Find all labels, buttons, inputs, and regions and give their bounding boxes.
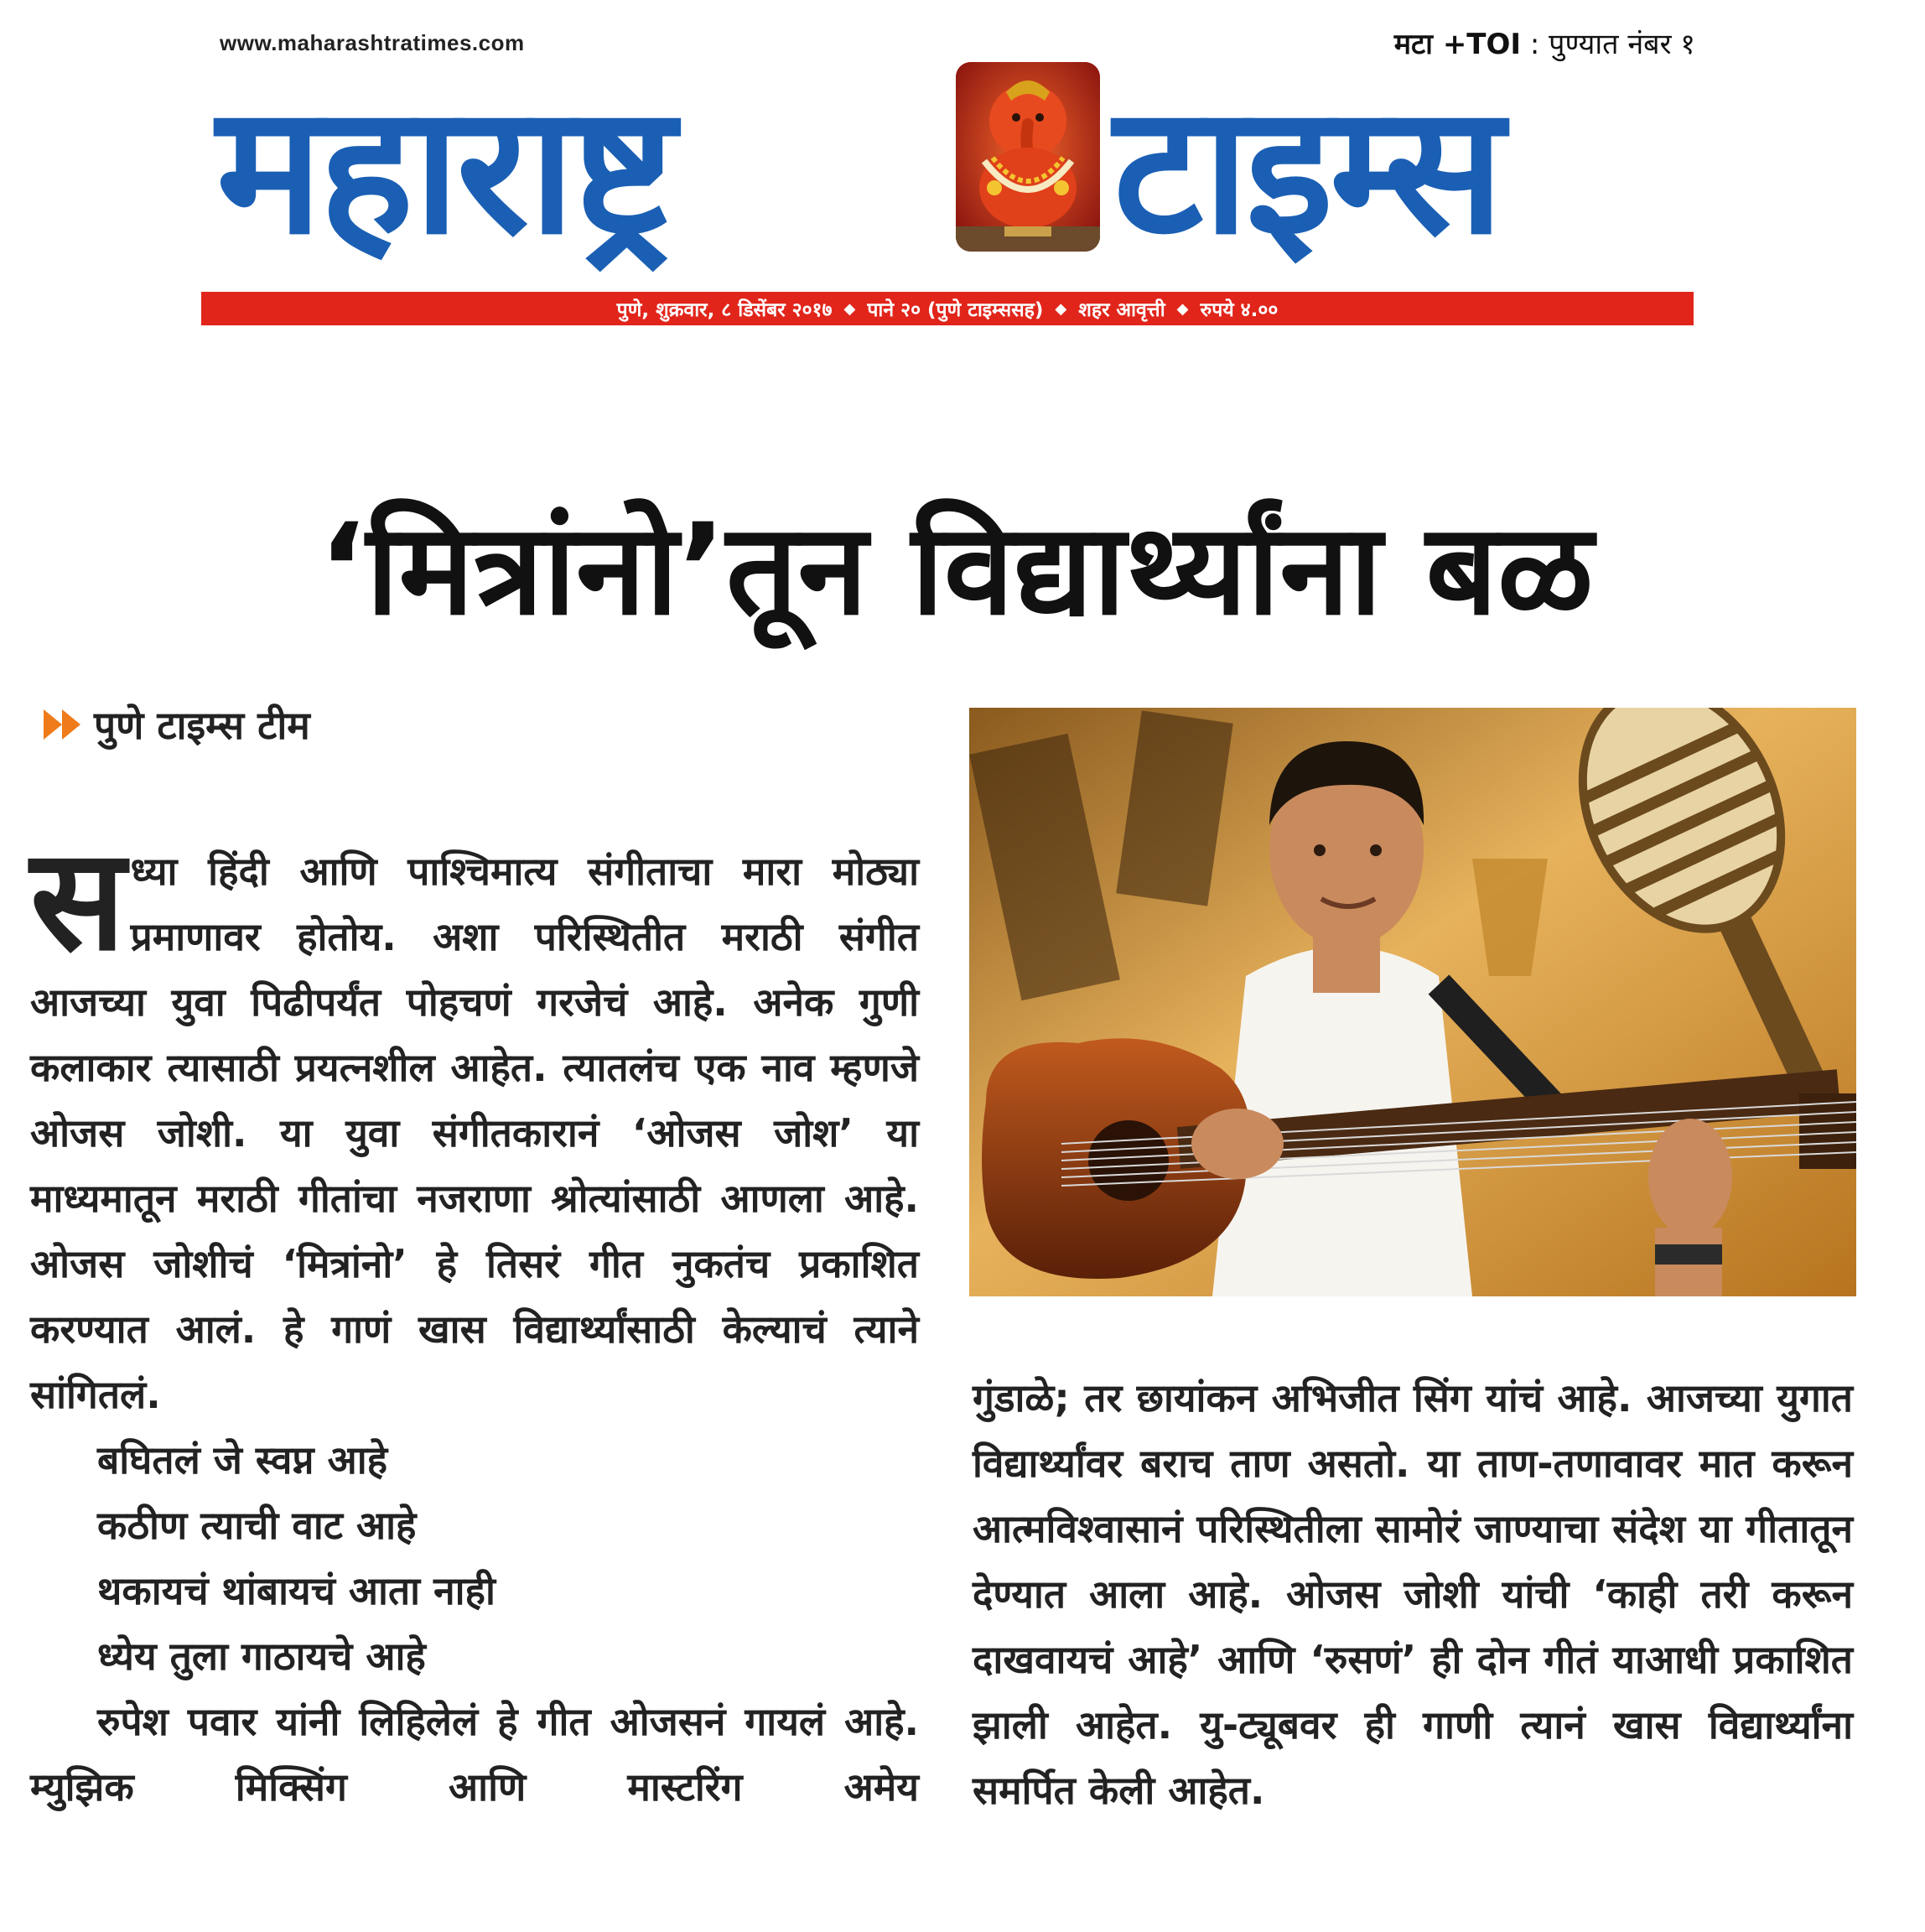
byline bbox=[44, 698, 310, 751]
tagline-text: : पुण्यात नंबर १ bbox=[1529, 28, 1695, 61]
intro-paragraph: ध्या हिंदी आणि पाश्चिमात्य संगीताचा मारा मोठ्या प्रमाणावर होतोय. अशा परिस्थितीत मराठी संगीत आजच्या युवा पिढीपर्यंत पोहचणं गरजेचं आहे. अनेक गुणी कलाकार त्यासाठी प्रयत्नशील आहेत. त्यातलंच एक नाव म्हणजे ओजस जोशी. या युवा संगीतकारानं ‘ओजस जोश’ या माध्यमातून मराठी गीतांचा नजराणा श्रोत्यांसाठी आणला आहे. ओजस जोशीचं ‘मित्रांनो’ हे तिसरं गीत नुकतंच प्रकाशित करण्यात आलं. हे गाणं खास विद्यार्थ्यांसाठी केल्याचं त्याने सांगितलं. bbox=[30, 849, 919, 1417]
dateline-date: पुणे, शुक्रवार, ८ डिसेंबर २०१७ bbox=[616, 299, 833, 321]
dropcap: स bbox=[30, 818, 126, 982]
verse-line: बघितलं जे स्वप्न आहे bbox=[97, 1437, 388, 1483]
verse-line: कठीण त्याची वाट आहे bbox=[97, 1503, 417, 1548]
masthead-title-left: महाराष्ट्र bbox=[216, 66, 672, 273]
verse-line: ध्येय तुला गाठायचे आहे bbox=[97, 1633, 426, 1679]
dateline-edition: शहर आवृत्ती bbox=[1078, 299, 1165, 321]
double-arrow-icon bbox=[44, 709, 80, 740]
diamond-icon: ◆ bbox=[1055, 299, 1067, 318]
byline-text: पुणे टाइम्स टीम bbox=[94, 703, 310, 748]
verse-line: थकायचं थांबायचं आता नाही bbox=[97, 1568, 496, 1613]
diamond-icon: ◆ bbox=[843, 299, 856, 318]
guitarist-photo bbox=[969, 708, 1856, 1296]
site-url[interactable]: www.maharashtratimes.com bbox=[220, 30, 525, 55]
ganesh-emblem-icon bbox=[956, 62, 1100, 252]
article-column-left bbox=[30, 818, 919, 1820]
tagline-brand: मटा +TOI bbox=[1393, 28, 1522, 61]
dateline-pages: पाने २० (पुणे टाइम्ससह) bbox=[867, 299, 1044, 321]
diamond-icon: ◆ bbox=[1176, 299, 1189, 318]
dateline-price: रुपये ४.०० bbox=[1200, 299, 1279, 321]
paragraph-2-continued: गुंडाळे; तर छायांकन अभिजीत सिंग यांचं आहे. आजच्या युगात विद्यार्थ्यांवर बराच ताण असतो. या ताण-तणावावर मात करून आत्मविश्वासानं परिस्थितीला सामोरं जाण्याचा संदेश या गीतातून देण्यात आला आहे. ओजस जोशी यांची ‘काही तरी करून दाखवायचं आहे’ आणि ‘रुसणं’ ही दोन गीतं याआधी प्रकाशित झाली आहेत. यु-ट्यूबवर ही गाणी त्यानं खास विद्यार्थ्यांना समर्पित केली आहेत. bbox=[973, 1375, 1853, 1813]
article-headline: ‘मित्रांनो’तून विद्यार्थ्यांना बळ bbox=[318, 497, 1594, 643]
article-column-right bbox=[973, 1365, 1853, 1823]
dateline-bar bbox=[201, 292, 1694, 325]
masthead-title-right: टाइम्स bbox=[1113, 66, 1502, 273]
paragraph-2-start: रुपेश पवार यांनी लिहिलेलं हे गीत ओजसनं गायलं आहे. म्युझिक मिक्सिंग आणि मास्टरिंग अमेय bbox=[30, 1699, 919, 1810]
